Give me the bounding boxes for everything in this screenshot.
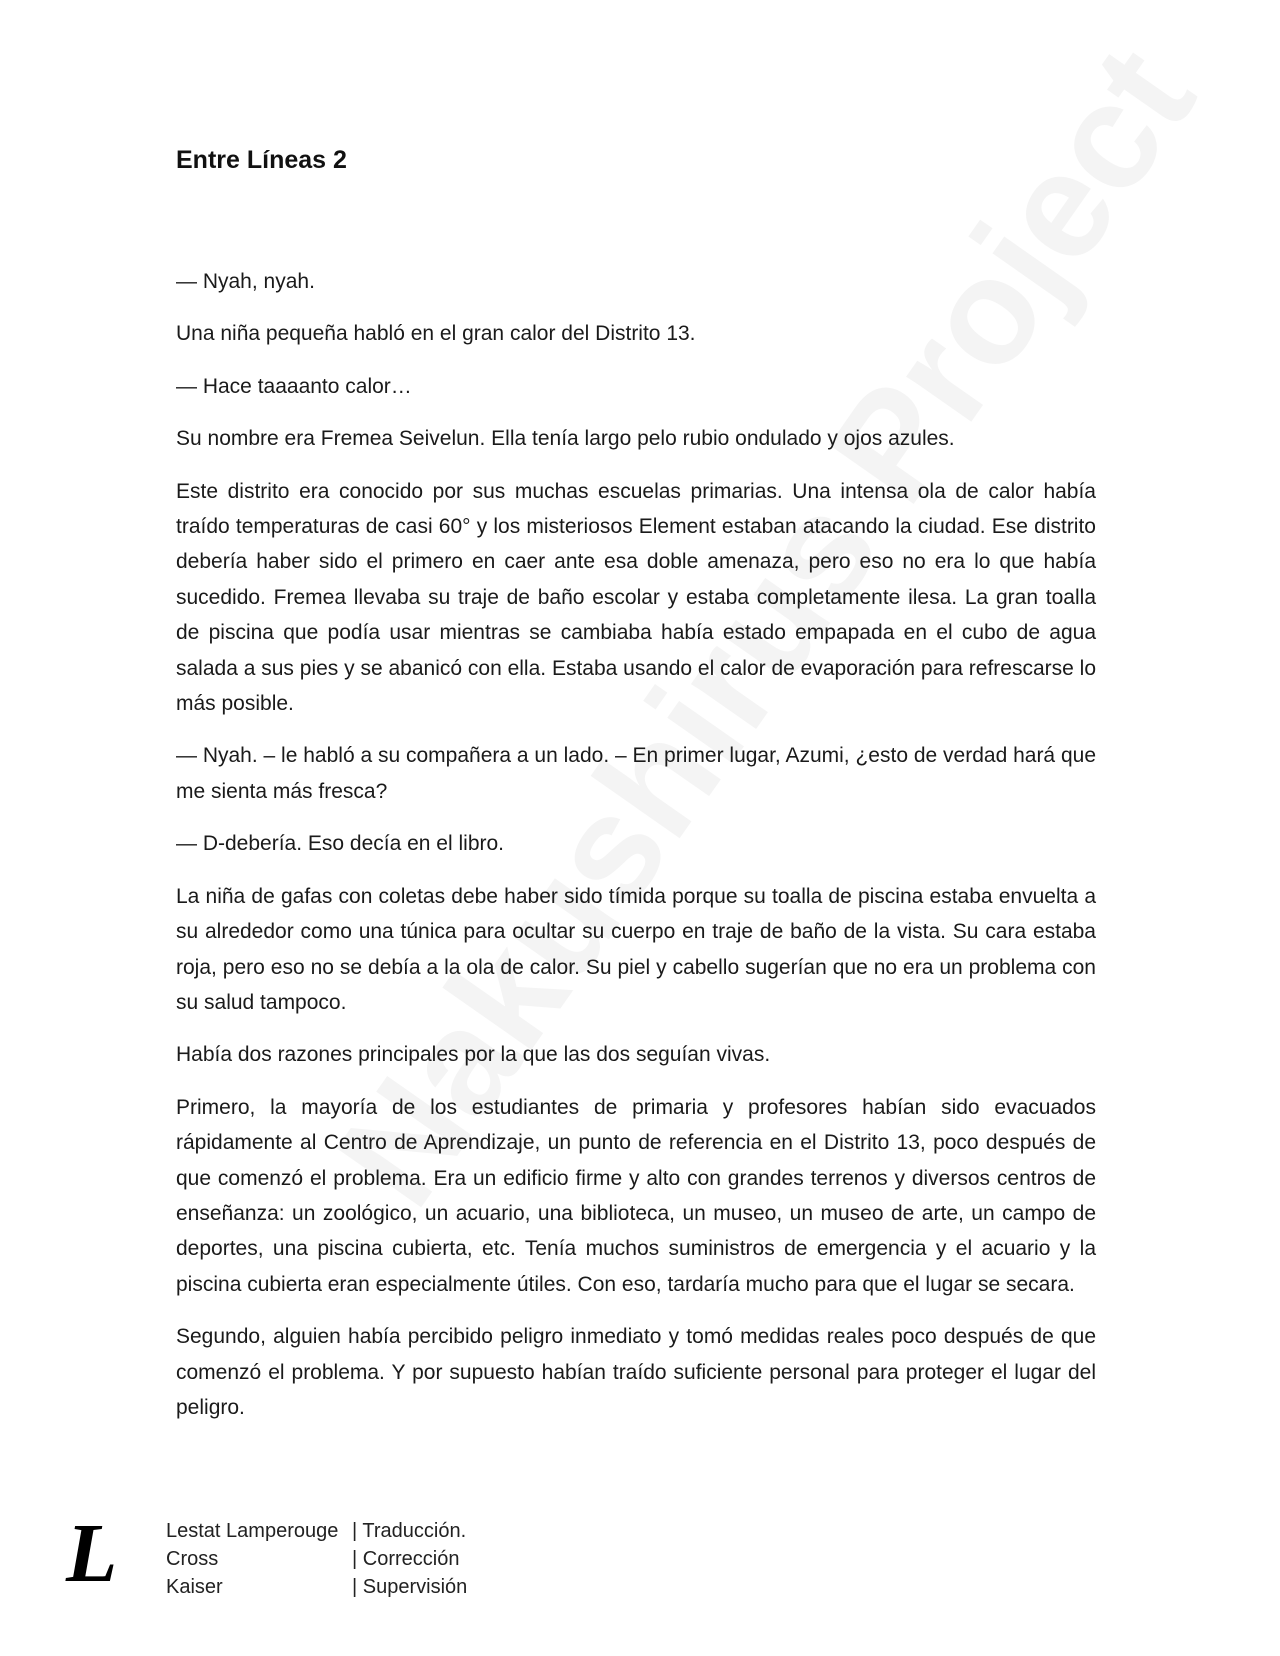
paragraph: — D-debería. Eso decía en el libro. (176, 832, 505, 856)
paragraph: — Hace taaaanto calor… (176, 374, 412, 398)
credit-role: | Traducción. (352, 1517, 466, 1545)
document-title: Entre Líneas 2 (176, 146, 347, 174)
credit-role: | Supervisión (352, 1573, 467, 1601)
paragraph: — Nyah, nyah. (176, 270, 315, 293)
paragraph: La niña de gafas con coletas debe haber sido tímida porque su toalla de piscina estaba envuelta a su alrededor como una túnica para ocultar su cuerpo en traje de baño de la vista. Su cara estaba roja, pero eso no se debía a la ola de calor. Su piel y cabello sugerían que no era un problema con su salud tampoco. (176, 884, 1096, 1014)
credit-name: Kaiser (166, 1576, 223, 1598)
gothic-l-logo: L (66, 1507, 118, 1600)
credits-list (166, 1517, 467, 1601)
paragraph: Había dos razones principales por la que las dos seguían vivas. (176, 1043, 771, 1067)
paragraph: Una niña pequeña habló en el gran calor del Distrito 13. (176, 322, 696, 346)
paragraph: Su nombre era Fremea Seivelun. Ella tenía largo pelo rubio ondulado y ojos azules. (176, 427, 955, 451)
credit-name: Cross (166, 1548, 219, 1570)
credit-role: | Corrección (352, 1545, 459, 1573)
credit-name: Lestat Lamperouge (166, 1520, 339, 1542)
credit-row (166, 1545, 467, 1573)
document-body (176, 264, 1096, 1442)
paragraph: Segundo, alguien había percibido peligro inmediato y tomó medidas reales poco después de que comenzó el problema. Y por supuesto habían traído suficiente personal para proteger el lugar del peligro. (176, 1325, 1096, 1419)
credit-row (166, 1573, 467, 1601)
paragraph: Primero, la mayoría de los estudiantes de primaria y profesores habían sido evacuados rápidamente al Centro de Aprendizaje, un punto de referencia en el Distrito 13, poco después de que comenzó el problema. Era un edificio firme y alto con grandes terrenos y diversos centros de enseñanza: un zoológico, un acuario, una biblioteca, un museo, un museo de arte, un campo de deportes, una piscina cubierta, etc. Tenía muchos suministros de emergencia y el acuario y la piscina cubierta eran especialmente útiles. Con eso, tardaría mucho para que el lugar se secara. (176, 1095, 1096, 1296)
paragraph: Este distrito era conocido por sus muchas escuelas primarias. Una intensa ola de calor había traído temperaturas de casi 60° y los misteriosos Element estaban atacando la ciudad. Ese distrito debería haber sido el primero en caer ante esa doble amenaza, pero eso no era lo que había sucedido. Fremea llevaba su traje de baño escolar y estaba completamente ilesa. La gran toalla de piscina que podía usar mientras se cambiaba había estado empapada en el cubo de agua salada a sus pies y se abanicó con ella. Estaba usando el calor de evaporación para refrescarse lo más posible. (176, 479, 1096, 716)
paragraph: — Nyah. – le habló a su compañera a un lado. – En primer lugar, Azumi, ¿esto de verdad hará que me sienta más fresca? (176, 744, 1096, 803)
credit-row (166, 1517, 467, 1545)
